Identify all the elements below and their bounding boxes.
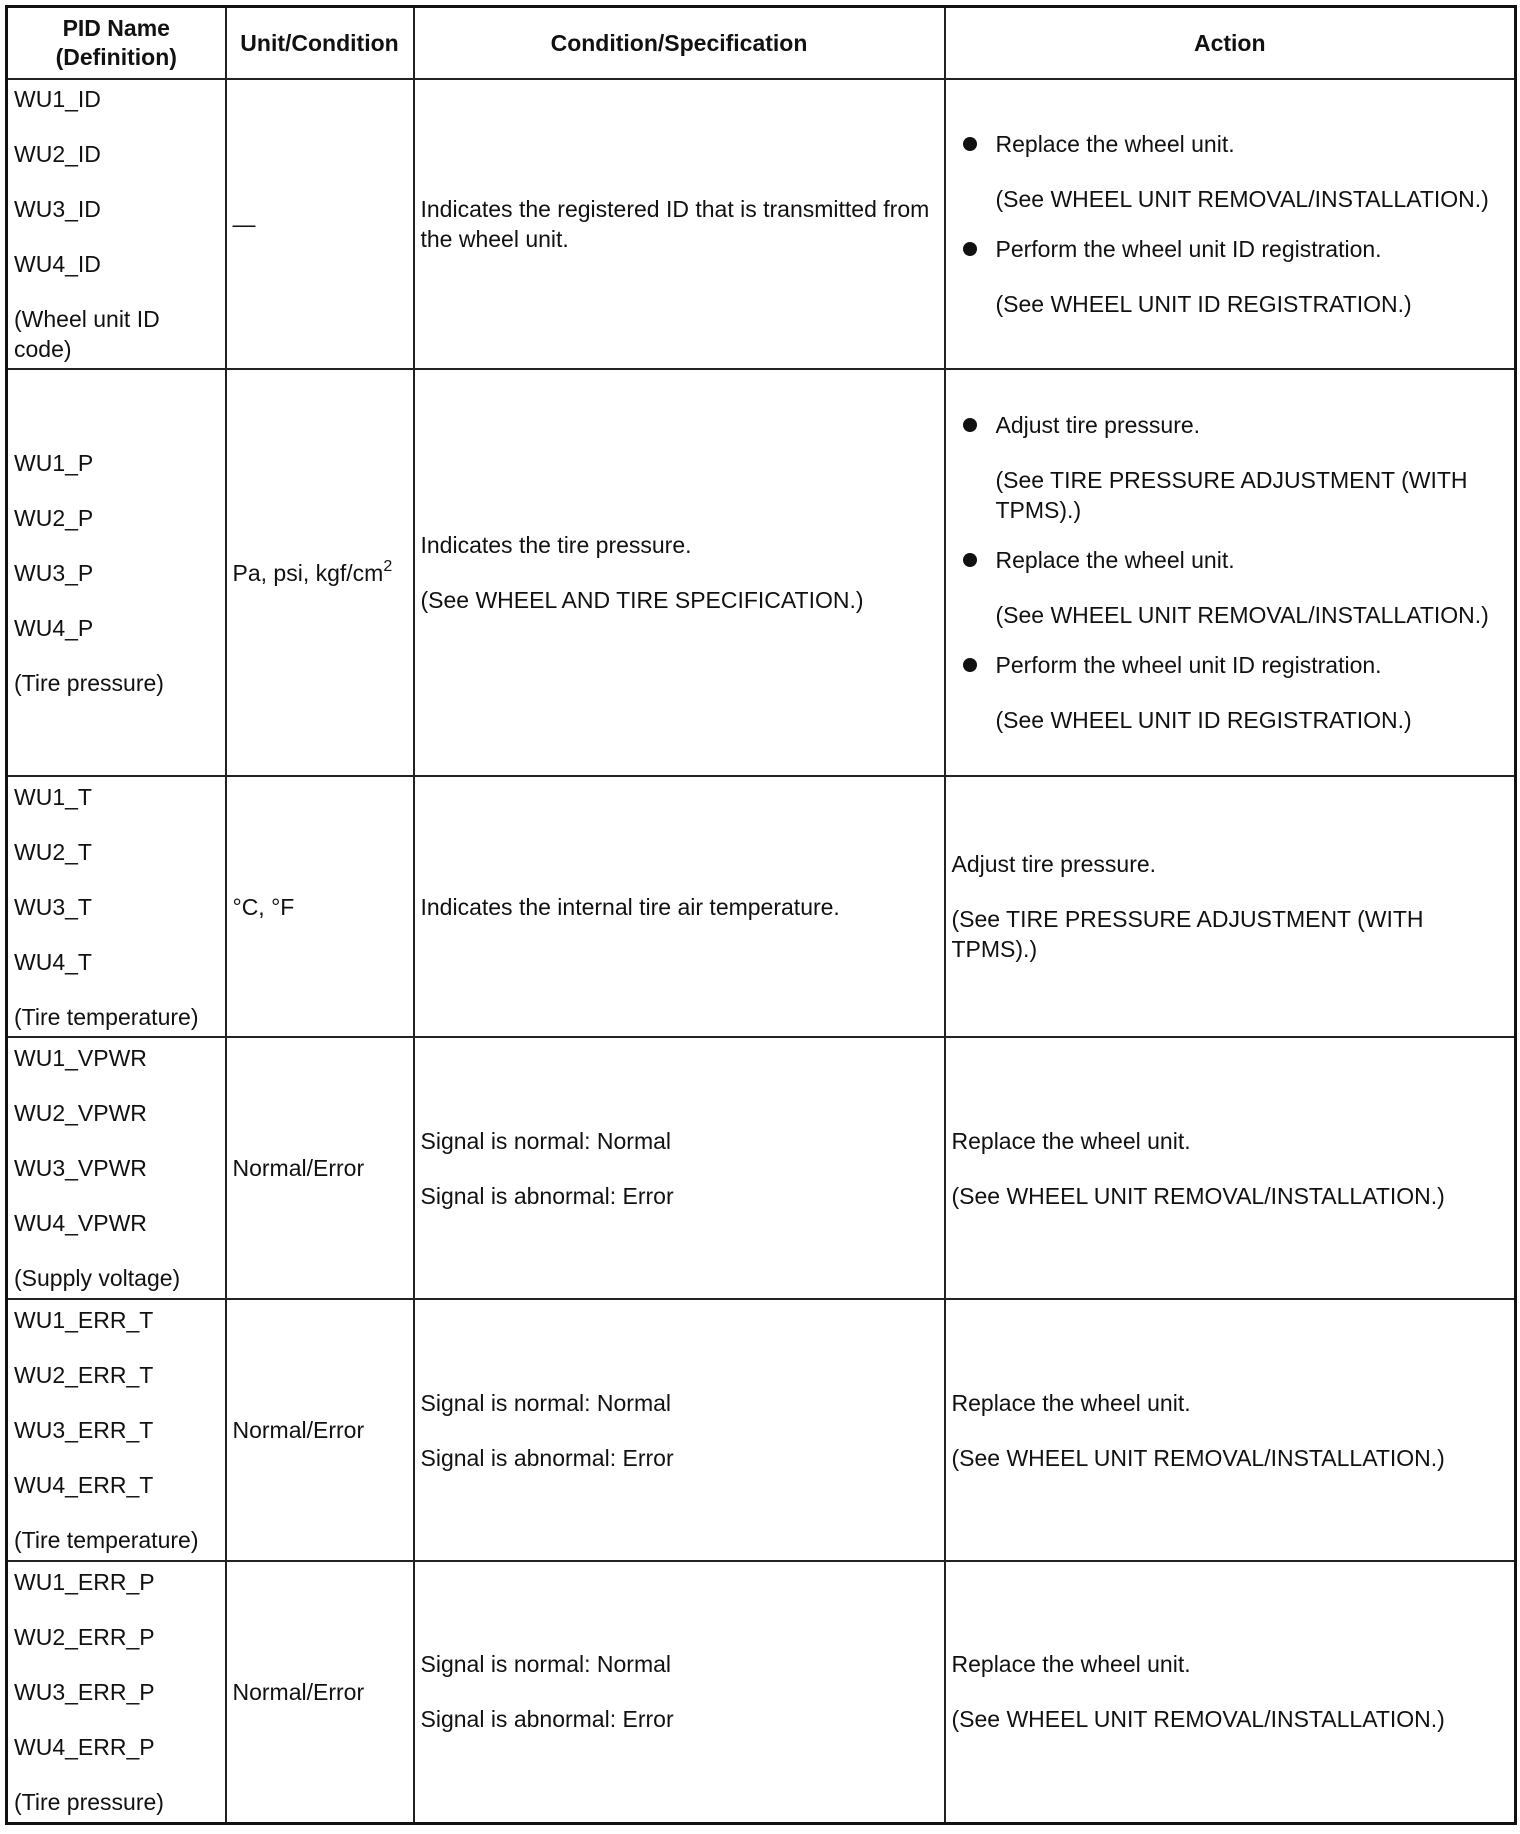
header-unit-condition: Unit/Condition xyxy=(226,7,414,80)
pid-name: WU3_P xyxy=(14,559,94,586)
header-condition-specification: Condition/Specification xyxy=(414,7,945,80)
unit-superscript: 2 xyxy=(383,557,393,575)
action-cell xyxy=(945,79,1516,369)
action-text: Perform the wheel unit ID registration. xyxy=(995,652,1382,678)
pid-definition: (Tire temperature) xyxy=(14,1527,199,1553)
pid-name: WU4_ERR_P xyxy=(14,1733,155,1760)
pid-definition: (Tire temperature) xyxy=(14,1003,199,1030)
unit-value: — xyxy=(232,211,256,237)
pid-name: WU2_T xyxy=(14,838,92,865)
unit-value: Normal/Error xyxy=(232,1417,365,1443)
action-item xyxy=(996,410,1509,525)
spec-text: Indicates the registered ID that is transmitted from the wheel unit. xyxy=(420,196,930,252)
pid-name: WU1_ID xyxy=(14,86,101,112)
pid-definition: (Wheel unit ID code) xyxy=(14,306,160,362)
action-cell xyxy=(945,776,1516,1037)
pid-name: WU4_ID xyxy=(14,251,101,277)
action-text: Replace the wheel unit. xyxy=(995,547,1235,573)
pid-name: WU3_VPWR xyxy=(14,1155,147,1181)
action-text: Replace the wheel unit. xyxy=(995,131,1235,157)
spec-reference: (See WHEEL AND TIRE SPECIFICATION.) xyxy=(420,587,864,613)
spec-cell xyxy=(414,1037,945,1299)
action-reference: (See WHEEL UNIT REMOVAL/INSTALLATION.) xyxy=(951,1706,1445,1733)
action-text: Replace the wheel unit. xyxy=(951,1127,1191,1154)
spec-text: Signal is normal: Normal xyxy=(420,1651,672,1678)
action-reference: (See WHEEL UNIT ID REGISTRATION.) xyxy=(995,291,1412,317)
pid-name: WU2_ERR_T xyxy=(14,1362,154,1388)
action-reference: (See TIRE PRESSURE ADJUSTMENT (WITH TPMS).) xyxy=(995,467,1468,523)
pid-name: WU2_ERR_P xyxy=(14,1623,155,1650)
action-item xyxy=(996,545,1509,630)
spec-text: Indicates the internal tire air temperature. xyxy=(420,893,840,920)
spec-text: Indicates the tire pressure. xyxy=(420,532,692,558)
pid-cell xyxy=(7,776,226,1037)
action-reference: (See WHEEL UNIT REMOVAL/INSTALLATION.) xyxy=(951,1182,1445,1209)
unit-cell xyxy=(226,79,414,369)
table-row xyxy=(7,1037,1516,1299)
action-text: Adjust tire pressure. xyxy=(951,851,1157,877)
pid-name: WU1_T xyxy=(14,783,92,810)
bullet-icon xyxy=(963,137,977,151)
pid-name: WU4_T xyxy=(14,948,92,975)
pid-cell xyxy=(7,369,226,776)
header-pid-name: PID Name (Definition) xyxy=(7,7,226,80)
unit-value: Normal/Error xyxy=(232,1155,365,1181)
unit-cell xyxy=(226,369,414,776)
spec-cell xyxy=(414,1561,945,1823)
spec-text: Signal is abnormal: Error xyxy=(420,1182,674,1209)
action-text: Perform the wheel unit ID registration. xyxy=(995,236,1382,262)
action-cell xyxy=(945,369,1516,776)
unit-cell xyxy=(226,1037,414,1299)
action-cell xyxy=(945,1037,1516,1299)
pid-definition: (Tire pressure) xyxy=(14,669,164,696)
bullet-icon xyxy=(963,553,977,567)
bullet-icon xyxy=(963,658,977,672)
header-row xyxy=(7,7,1516,80)
pid-name: WU1_P xyxy=(14,449,94,476)
action-text: Replace the wheel unit. xyxy=(951,1389,1191,1416)
pid-name: WU3_ID xyxy=(14,196,101,222)
spec-cell xyxy=(414,79,945,369)
spec-text: Signal is normal: Normal xyxy=(420,1127,672,1154)
unit-cell xyxy=(226,1299,414,1561)
action-list xyxy=(952,410,1509,735)
pid-cell xyxy=(7,79,226,369)
pid-name: WU1_ERR_P xyxy=(14,1568,155,1595)
pid-name: WU3_ERR_T xyxy=(14,1417,154,1443)
pid-name: WU3_ERR_P xyxy=(14,1678,155,1705)
header-action: Action xyxy=(945,7,1516,80)
spec-cell xyxy=(414,1299,945,1561)
pid-name: WU2_P xyxy=(14,504,94,531)
unit-cell xyxy=(226,776,414,1037)
action-item xyxy=(996,234,1509,319)
action-cell xyxy=(945,1299,1516,1561)
pid-table xyxy=(5,5,1517,1825)
pid-name: WU4_VPWR xyxy=(14,1210,147,1236)
pid-name: WU4_P xyxy=(14,614,94,641)
pid-name: WU4_ERR_T xyxy=(14,1472,154,1498)
action-reference: (See TIRE PRESSURE ADJUSTMENT (WITH TPMS).) xyxy=(951,906,1424,962)
action-reference: (See WHEEL UNIT REMOVAL/INSTALLATION.) xyxy=(995,602,1489,628)
action-item xyxy=(996,650,1509,735)
pid-name: WU3_T xyxy=(14,893,92,920)
table-row xyxy=(7,1299,1516,1561)
action-reference: (See WHEEL UNIT REMOVAL/INSTALLATION.) xyxy=(951,1444,1445,1471)
table-row xyxy=(7,79,1516,369)
unit-cell xyxy=(226,1561,414,1823)
action-reference: (See WHEEL UNIT ID REGISTRATION.) xyxy=(995,707,1412,733)
action-list xyxy=(952,129,1509,319)
pid-name: WU1_ERR_T xyxy=(14,1307,154,1333)
pid-cell xyxy=(7,1037,226,1299)
table-row xyxy=(7,776,1516,1037)
pid-definition: (Supply voltage) xyxy=(14,1265,181,1291)
unit-value: Normal/Error xyxy=(232,1678,365,1705)
action-cell xyxy=(945,1561,1516,1823)
unit-value: Pa, psi, kgf/cm xyxy=(232,559,384,586)
spec-cell xyxy=(414,369,945,776)
bullet-icon xyxy=(963,418,977,432)
spec-text: Signal is abnormal: Error xyxy=(420,1706,674,1733)
spec-cell xyxy=(414,776,945,1037)
unit-value: °C, °F xyxy=(232,893,295,920)
action-text: Replace the wheel unit. xyxy=(951,1651,1191,1678)
action-reference: (See WHEEL UNIT REMOVAL/INSTALLATION.) xyxy=(995,186,1489,212)
table-row xyxy=(7,369,1516,776)
spec-text: Signal is abnormal: Error xyxy=(420,1444,674,1471)
action-text: Adjust tire pressure. xyxy=(995,412,1201,438)
pid-definition: (Tire pressure) xyxy=(14,1788,164,1815)
pid-name: WU2_VPWR xyxy=(14,1100,147,1126)
spec-text: Signal is normal: Normal xyxy=(420,1389,672,1416)
pid-cell xyxy=(7,1561,226,1823)
table-row xyxy=(7,1561,1516,1823)
pid-cell xyxy=(7,1299,226,1561)
pid-name: WU1_VPWR xyxy=(14,1045,147,1071)
bullet-icon xyxy=(963,242,977,256)
action-item xyxy=(996,129,1509,214)
pid-name: WU2_ID xyxy=(14,141,101,167)
